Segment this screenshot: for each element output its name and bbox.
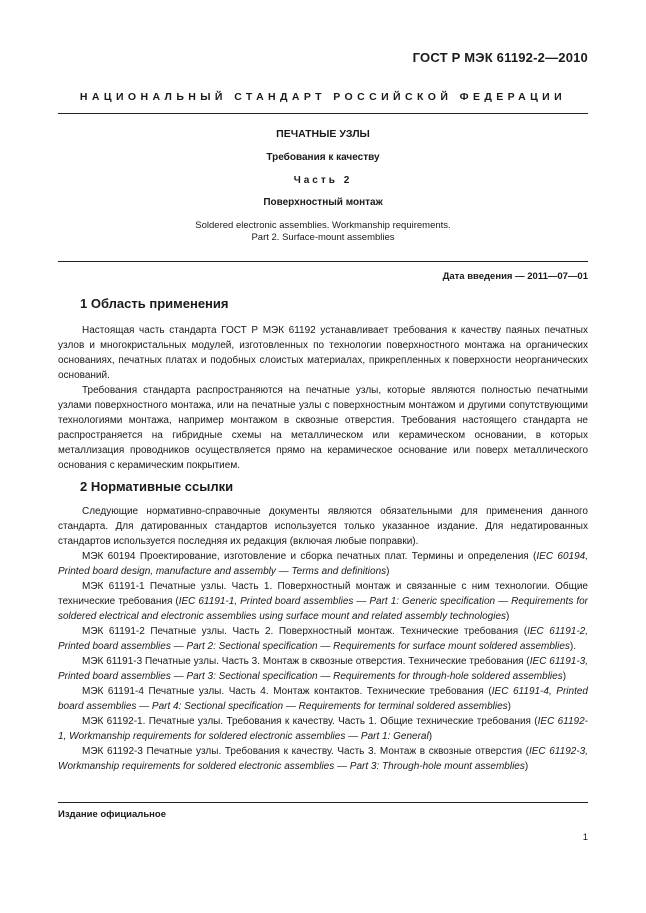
reference-text: МЭК 61191-4 Печатные узлы. Часть 4. Монтаж контактов. Технические требования ( <box>82 686 492 697</box>
official-edition-label: Издание официальное <box>58 809 166 820</box>
reference-text: МЭК 61192-3 Печатные узлы. Требования к качеству. Часть 3. Монтаж в сквозные отверстия ( <box>82 746 529 757</box>
reference-english-title: IEC 61191-2, Printed board assemblies — Part 2: Sectional specification — Requirements for surface mount soldered assemblies <box>58 626 588 652</box>
document-subtitle: Требования к качеству <box>266 152 380 163</box>
reference-text: ). <box>569 641 577 652</box>
english-title <box>58 220 588 244</box>
english-title-line-1: Soldered electronic assemblies. Workmanship requirements. <box>195 220 451 231</box>
footer-divider <box>58 802 588 803</box>
reference-text: ) <box>524 761 529 772</box>
reference-item <box>58 744 588 774</box>
reference-text: МЭК 61191-1 Печатные узлы. Часть 1. Поверхностный монтаж и связанные с ним технологии. Общие технические требования ( <box>58 581 588 607</box>
part-label: Часть 2 <box>293 175 353 186</box>
reference-text: ) <box>386 566 390 577</box>
reference-english-title: IEC 61191-1, Printed board assemblies — Part 1: Generic specification — Requirements for soldered electrical and electronic assemblies using surface mount and related assembly technologies <box>58 596 588 622</box>
introduction-date: Дата введения — 2011—07—01 <box>442 271 588 282</box>
reference-text: ) <box>428 731 433 742</box>
english-title-line-2: Part 2. Surface-mount assemblies <box>251 232 395 243</box>
section-1-paragraph-1: Настоящая часть стандарта ГОСТ Р МЭК 61192 устанавливает требования к качеству паяных печатных узлов и многокристальных модулей, изготовленных по технологии поверхностного монтажа на органических основаниях, печатных платах и подобных слоистых материалах, прикрепленных к поверхности неорганических оснований. <box>58 325 588 381</box>
reference-english-title: IEC 60194, Printed board design, manufacture and assembly — Terms and definitions <box>58 551 588 577</box>
title-divider <box>58 261 588 262</box>
document-title: ПЕЧАТНЫЕ УЗЛЫ <box>276 128 370 140</box>
reference-item <box>58 579 588 624</box>
reference-text: ) <box>562 671 567 682</box>
reference-item <box>58 714 588 744</box>
reference-item <box>58 549 588 579</box>
section-1-paragraph-2: Требования стандарта распространяются на печатные узлы, которые являются полностью печатными узлами поверхностного монтажа, или на печатные узлы с поверхностным монтажом и другими сопутствующими технологиями монтажа, например монтажом в сквозные отверстия. Требования настоящего стандарта не распространяется на гибридные схемы на металлическом или керамическом основании, в которых металлизация проводников осуществляется прямо на керамическое основание или поверх металлического основания с керамическим покрытием. <box>58 385 588 471</box>
section-1-heading: 1 Область применения <box>80 296 229 311</box>
part-title: Поверхностный монтаж <box>263 197 383 208</box>
section-2-heading: 2 Нормативные ссылки <box>80 479 234 494</box>
reference-text: ) <box>506 611 510 622</box>
reference-english-title: IEC 61192-1, Workmanship requirements for soldered electronic assemblies — Part 1: General <box>58 716 589 742</box>
reference-text: МЭК 61192-1. Печатные узлы. Требования к качеству. Часть 1. Общие технические требования ( <box>82 716 538 727</box>
reference-english-title: IEC 61192-3, Workmanship requirements for soldered electronic assemblies — Part 3: Through-hole mount assemblies <box>58 746 588 772</box>
page-number: 1 <box>582 832 588 843</box>
reference-english-title: IEC 61191-3, Printed board assemblies — Part 3: Sectional specification — Requirements for through-hole soldered assemblies <box>58 656 589 682</box>
section-1-body <box>58 323 588 473</box>
national-standard-banner: НАЦИОНАЛЬНЫЙ СТАНДАРТ РОССИЙСКОЙ ФЕДЕРАЦИИ <box>79 91 567 103</box>
reference-item <box>58 624 588 654</box>
top-divider <box>58 113 588 114</box>
section-2-body <box>58 504 588 774</box>
reference-item <box>58 654 588 684</box>
reference-text: МЭК 61191-3 Печатные узлы. Часть 3. Монтаж в сквозные отверстия. Технические требования ( <box>82 656 530 667</box>
reference-item <box>58 684 588 714</box>
reference-english-title: IEC 61191-4, Printed board assemblies — Part 4: Sectional specification — Requirements for terminal soldered assemblies <box>58 686 588 712</box>
section-2-intro: Следующие нормативно-справочные документы являются обязательными для применения данного стандарта. Для датированных стандартов используется только указанное издание. Для недатированных стандартов используется последняя их редакция (включая любые поправки). <box>58 506 588 547</box>
standard-number: ГОСТ Р МЭК 61192-2—2010 <box>412 50 588 65</box>
reference-text: МЭК 61191-2 Печатные узлы. Часть 2. Поверхностный монтаж. Технические требования ( <box>82 626 528 637</box>
reference-text: ) <box>507 701 511 712</box>
reference-text: МЭК 60194 Проектирование, изготовление и сборка печатных плат. Термины и определения ( <box>82 551 537 562</box>
